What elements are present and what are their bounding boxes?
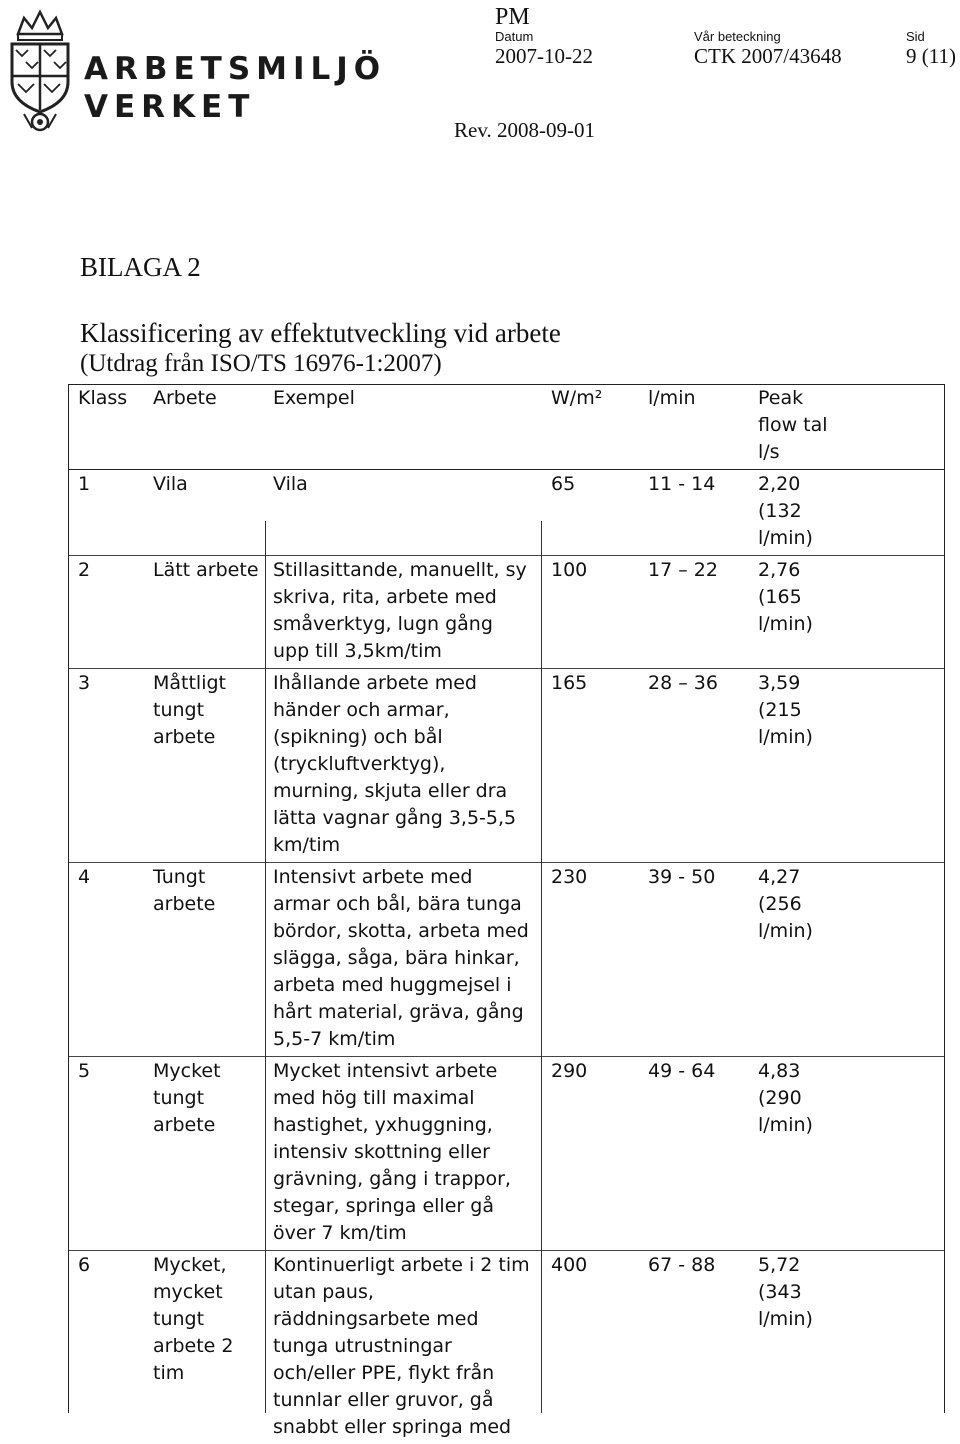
cell-wm2: 165 <box>541 669 638 863</box>
col-header-wm2: W/m² <box>541 384 638 470</box>
org-name-line1: ARBETSMILJÖ <box>84 54 386 85</box>
col-header-klass: Klass <box>68 384 143 470</box>
cell-klass: 6 <box>68 1251 143 1444</box>
classification-table <box>68 384 945 1444</box>
table-row <box>68 470 945 556</box>
table-row <box>68 1251 945 1444</box>
cell-exempel: Intensivt arbete med armar och bål, bära tunga bördor, skotta, arbeta med slägga, såga, bära hinkar, arbeta med huggmejsel i hårt material, gräva, gång 5,5-7 km/tim <box>265 863 541 1057</box>
cell-peak-flow: 2,20 (132 l/min) <box>748 470 945 556</box>
cell-klass: 4 <box>68 863 143 1057</box>
coat-of-arms-icon <box>4 4 76 140</box>
cell-arbete: Vila <box>143 470 265 556</box>
cell-exempel: Stillasittande, manuellt, sy skriva, rita, arbete med småverktyg, lugn gång upp till 3,5km/tim <box>265 556 541 669</box>
cell-arbete: Tungt arbete <box>143 863 265 1057</box>
cell-klass: 1 <box>68 470 143 556</box>
cell-wm2: 290 <box>541 1057 638 1251</box>
table-row <box>68 1057 945 1251</box>
appendix-heading: BILAGA 2 <box>80 252 201 283</box>
sid-value: 9 (11) <box>906 44 956 69</box>
cell-wm2: 65 <box>541 470 638 556</box>
datum-label: Datum <box>495 29 533 44</box>
table-row <box>68 669 945 863</box>
cell-exempel: Ihållande arbete med händer och armar, (spikning) och bål (tryckluftverktyg), murning, skjuta eller dra lätta vagnar gång 3,5-5,5 km/tim <box>265 669 541 863</box>
table-row <box>68 556 945 669</box>
page-subtitle: (Utdrag från ISO/TS 16976-1:2007) <box>80 350 442 378</box>
cell-lmin: 39 - 50 <box>638 863 748 1057</box>
cell-wm2: 400 <box>541 1251 638 1444</box>
cell-klass: 5 <box>68 1057 143 1251</box>
table-header-row <box>68 384 945 470</box>
revision-date: Rev. 2008-09-01 <box>454 118 595 143</box>
beteckning-value: CTK 2007/43648 <box>694 44 842 69</box>
cell-wm2: 100 <box>541 556 638 669</box>
cell-wm2: 230 <box>541 863 638 1057</box>
cell-peak-flow: 2,76 (165 l/min) <box>748 556 945 669</box>
cell-peak-flow: 3,59 (215 l/min) <box>748 669 945 863</box>
agency-logo <box>0 0 330 140</box>
cell-peak-flow: 4,83 (290 l/min) <box>748 1057 945 1251</box>
sid-label: Sid <box>906 29 925 44</box>
table-border-right <box>944 384 945 1413</box>
example-column-rule-right <box>541 521 542 1413</box>
cell-lmin: 17 – 22 <box>638 556 748 669</box>
cell-exempel: Mycket intensivt arbete med hög till maximal hastighet, yxhuggning, intensiv skottning eller grävning, gång i trappor, stegar, springa eller gå över 7 km/tim <box>265 1057 541 1251</box>
cell-peak-flow: 4,27 (256 l/min) <box>748 863 945 1057</box>
cell-exempel: Kontinuerligt arbete i 2 tim utan paus, räddningsarbete med tunga utrustningar och/eller PPE, flykt från tunnlar eller gruvor, gå snabbt eller springa med <box>265 1251 541 1444</box>
col-header-peak-flow: Peak flow tal l/s <box>748 384 945 470</box>
cell-arbete: Måttligt tungt arbete <box>143 669 265 863</box>
cell-lmin: 11 - 14 <box>638 470 748 556</box>
cell-arbete: Mycket, mycket tungt arbete 2 tim <box>143 1251 265 1444</box>
table-border-left <box>68 384 69 1413</box>
cell-klass: 2 <box>68 556 143 669</box>
doc-type: PM <box>495 4 530 31</box>
table-border-top <box>68 384 945 385</box>
cell-lmin: 67 - 88 <box>638 1251 748 1444</box>
col-header-exempel: Exempel <box>265 384 541 470</box>
cell-exempel: Vila <box>265 470 541 556</box>
table-row <box>68 863 945 1057</box>
example-column-rule-left <box>265 521 266 1413</box>
cell-arbete: Mycket tungt arbete <box>143 1057 265 1251</box>
org-name-line2: VERKET <box>84 92 255 123</box>
col-header-lmin: l/min <box>638 384 748 470</box>
beteckning-label: Vår beteckning <box>694 29 781 44</box>
cell-lmin: 49 - 64 <box>638 1057 748 1251</box>
cell-klass: 3 <box>68 669 143 863</box>
col-header-arbete: Arbete <box>143 384 265 470</box>
page-title: Klassificering av effektutveckling vid arbete <box>80 318 561 349</box>
cell-lmin: 28 – 36 <box>638 669 748 863</box>
cell-peak-flow: 5,72 (343 l/min) <box>748 1251 945 1444</box>
cell-arbete: Lätt arbete <box>143 556 265 669</box>
datum-value: 2007-10-22 <box>495 44 593 69</box>
